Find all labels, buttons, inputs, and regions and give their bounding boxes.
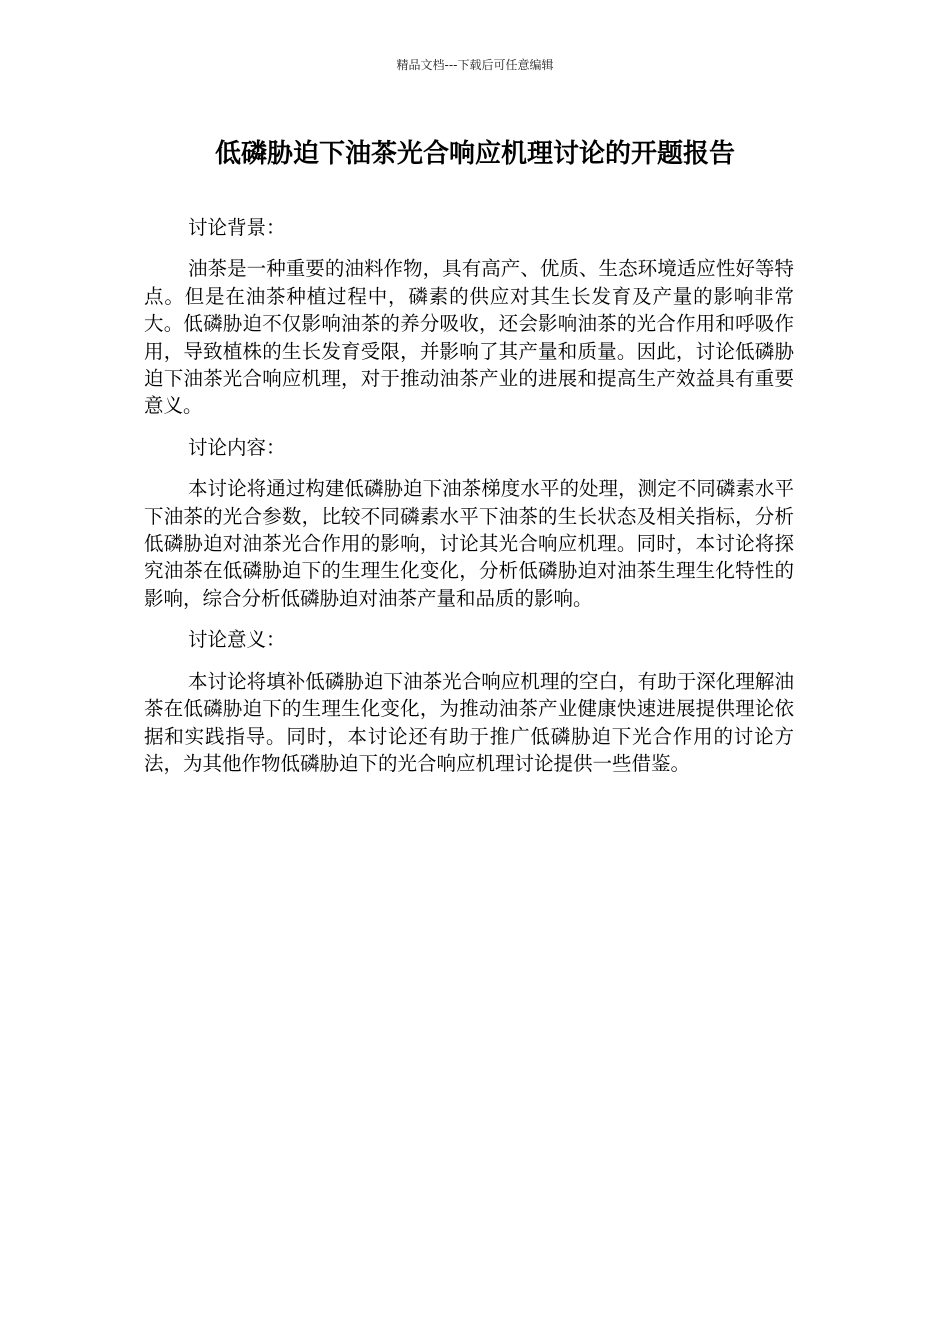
section-paragraph: 本讨论将填补低磷胁迫下油茶光合响应机理的空白，有助于深化理解油茶在低磷胁迫下的生理生化变化，为推动油茶产业健康快速进展提供理论依据和实践指导。同时，本讨论还有助于推广低磷胁迫下光合作用的讨论方法，为其他作物低磷胁迫下的光合响应机理讨论提供一些借鉴。 (144, 669, 794, 775)
header-note: 精品文档---下载后可任意编辑 (396, 58, 554, 72)
section-paragraph: 油茶是一种重要的油料作物，具有高产、优质、生态环境适应性好等特点。但是在油茶种植过程中，磷素的供应对其生长发育及产量的影响非常大。低磷胁迫不仅影响油茶的养分吸收，还会影响油茶的光合作用和呼吸作用，导致植株的生长发育受限，并影响了其产量和质量。因此，讨论低磷胁迫下油茶光合响应机理，对于推动油茶产业的进展和提高生产效益具有重要意义。 (144, 257, 794, 418)
section-significance (144, 626, 794, 777)
section-heading: 讨论意义： (188, 628, 286, 652)
section-background (144, 214, 794, 420)
document-title: 低磷胁迫下油茶光合响应机理讨论的开题报告 (214, 139, 735, 169)
section-heading: 讨论背景： (188, 216, 286, 239)
section-paragraph: 本讨论将通过构建低磷胁迫下油茶梯度水平的处理，测定不同磷素水平下油茶的光合参数，比较不同磷素水平下油茶的生长状态及相关指标，分析低磷胁迫对油茶光合作用的影响，讨论其光合响应机理。同时，本讨论将探究油茶在低磷胁迫下的生理生化变化，分析低磷胁迫对油茶生理生化特性的影响，综合分析低磷胁迫对油茶产量和品质的影响。 (144, 477, 794, 610)
document-body (144, 214, 794, 791)
section-heading: 讨论内容： (188, 435, 286, 459)
section-content (144, 434, 794, 612)
